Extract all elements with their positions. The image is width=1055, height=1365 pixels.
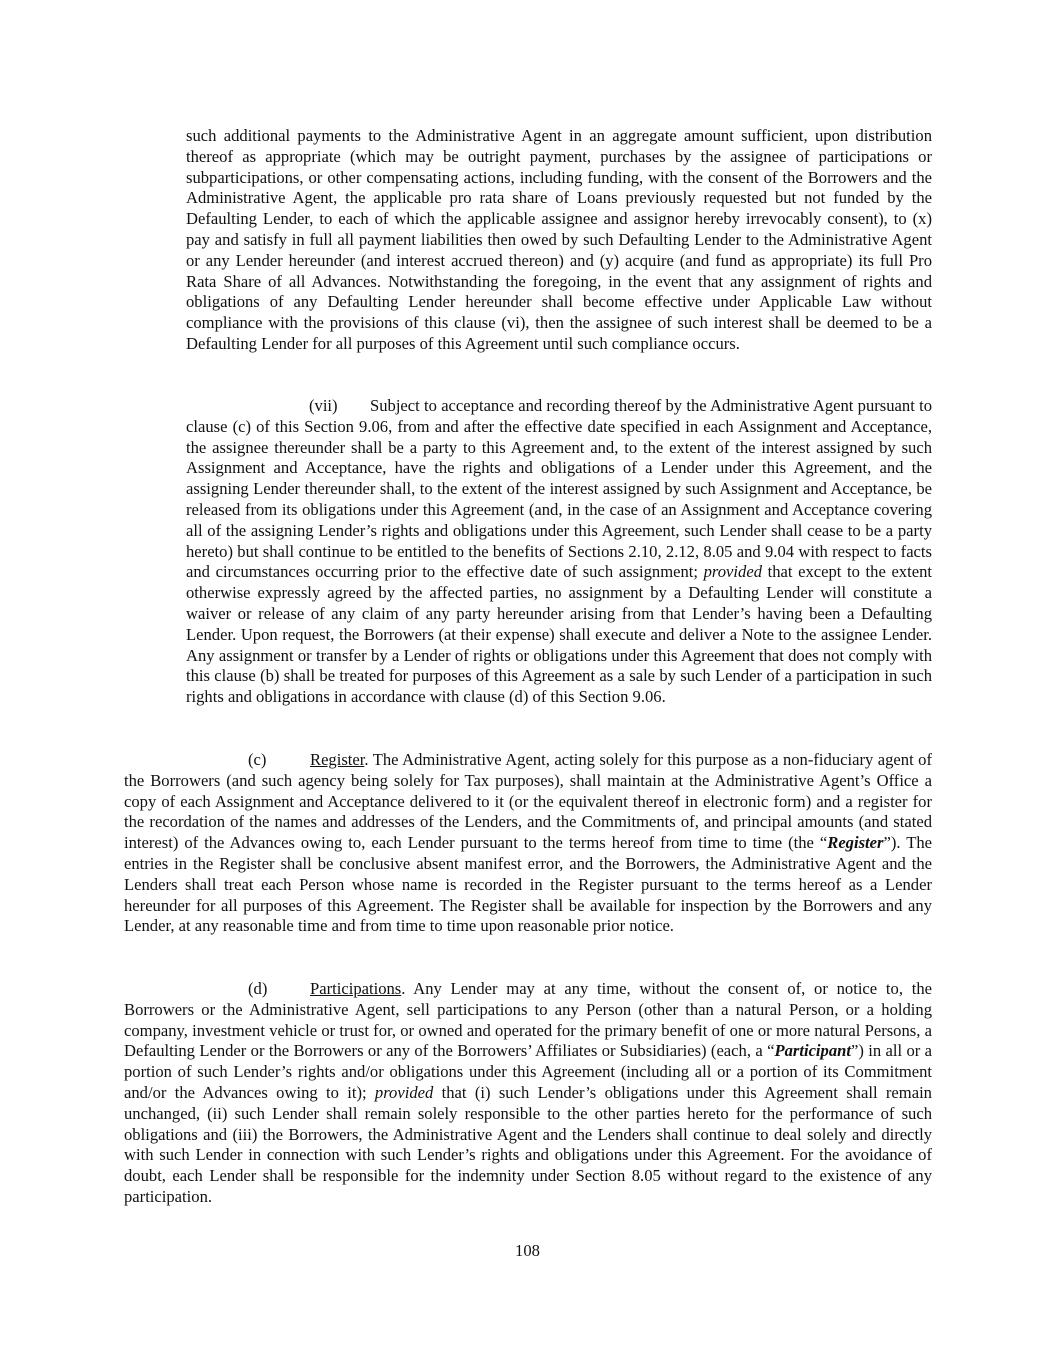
section-heading: Participations [310,979,402,998]
paragraph-text: . The Administrative Agent, acting solely for this purpose as a non-fiduciary agent of the Borrowers (and such agency being solely for Tax purposes), shall maintain at the Administrative Agent’s Office a copy of each Assignment and Acceptance delivered to it (or the equivalent thereof in electronic form) and a register for the recordation of the names and addresses of the Lenders, and the Commitments of, and principal amounts (and stated interest) of the Advances owing to, each Lender pursuant to the terms hereof from time to time (the “ [124,750,932,853]
page-number: 108 [515,1241,540,1260]
paragraph-text: Subject to acceptance and recording thereof by the Administrative Agent pursuant to clause (c) of this Section 9.06, from and after the effective date specified in each Assignment and Acceptance, the assignee thereunder shall be a party to this Agreement and, to the extent of the interest assigned by such Assignment and Acceptance, have the rights and obligations of a Lender under this Agreement, and the assigning Lender thereunder shall, to the extent of the interest assigned by such Assignment and Acceptance, be released from its obligations under this Agreement (and, in the case of an Assignment and Acceptance covering all of the assigning Lender’s rights and obligations under this Agreement, such Lender shall cease to be a party hereto) but shall continue to be entitled to the benefits of Sections 2.10, 2.12, 8.05 and 9.04 with respect to facts and circumstances occurring prior to the effective date of such assignment; [186,396,932,582]
paragraph-vii [186,396,932,708]
provided-term: provided [703,562,762,582]
paragraph-text: ”). The entries in the Register shall be conclusive absent manifest error, and the Borrowers, the Administrative Agent and the Lenders shall treat each Person whose name is recorded in the Register pursuant to the terms hereof as a Lender hereunder for all purposes of this Agreement. The Register shall be available for inspection by the Borrowers and any Lender, at any reasonable time and from time to time upon reasonable prior notice. [124,833,932,936]
paragraph-text: such additional payments to the Administrative Agent in an aggregate amount sufficient, upon distribution thereof as appropriate (which may be outright payment, purchases by the assignee of participations or subparticipations, or other compensating actions, including funding, with the consent of the Borrowers and the Administrative Agent, the applicable pro rata share of Loans previously requested but not funded by the Defaulting Lender, to each of which the applicable assignee and assignor hereby irrevocably consent), to (x) pay and satisfy in full all payment liabilities then owed by such Defaulting Lender to the Administrative Agent or any Lender hereunder (and interest accrued thereon) and (y) acquire (and fund as appropriate) its full Pro Rata Share of all Advances. Notwithstanding the foregoing, in the event that any assignment of rights and obligations of any Defaulting Lender hereunder shall become effective under Applicable Law without compliance with the provisions of this clause (vi), then the assignee of such interest shall be deemed to be a Defaulting Lender for all purposes of this Agreement until such compliance occurs. [186,126,932,353]
paragraph-text: that except to the extent otherwise expressly agreed by the affected parties, no assignment by a Defaulting Lender will constitute a waiver or release of any claim of any party hereunder arising from that Lender’s having been a Defaulting Lender. Upon request, the Borrowers (at their expense) shall execute and deliver a Note to the assignee Lender. Any assignment or transfer by a Lender of rights or obligations under this Agreement that does not comply with this clause (b) shall be treated for purposes of this Agreement as a sale by such Lender of a participation in such rights and obligations in accordance with clause (d) of this Section 9.06. [186,562,932,707]
paragraph-text: ”) in all or a portion of such Lender’s rights and/or obligations under this Agreement (including all or a portion of its Commitment and/or the Advances owing to it); [124,1041,933,1102]
paragraph-d-participations [124,979,932,1208]
paragraph-vi-continuation [186,126,932,355]
clause-marker: (d) [248,979,268,998]
defined-term: Participant [774,1041,851,1061]
paragraph-c-register [124,750,932,937]
defined-term: Register [827,833,884,853]
provided-term: provided [374,1082,434,1102]
paragraph-text: . Any Lender may at any time, without the consent of, or notice to, the Borrowers or the Administrative Agent, sell participations to any Person (other than a natural Person, or a holding company, investment vehicle or trust for, or owned and operated for the primary benefit of one or more natural Persons, a Defaulting Lender or the Borrowers or any of the Borrowers’ Affiliates or Subsidiaries) (each, a “ [124,979,932,1061]
paragraph-text: that (i) such Lender’s obligations under this Agreement shall remain unchanged, (ii) such Lender shall remain solely responsible to the other parties hereto for the performance of such obligations and (iii) the Borrowers, the Administrative Agent and the Lenders shall continue to deal solely and directly with such Lender in connection with such Lender’s rights and obligations under this Agreement. For the avoidance of doubt, each Lender shall be responsible for the indemnity under Section 8.05 without regard to the existence of any participation. [124,1082,932,1206]
clause-marker: (c) [248,750,267,769]
clause-marker: (vii) [309,396,338,415]
section-heading: Register [310,750,365,769]
